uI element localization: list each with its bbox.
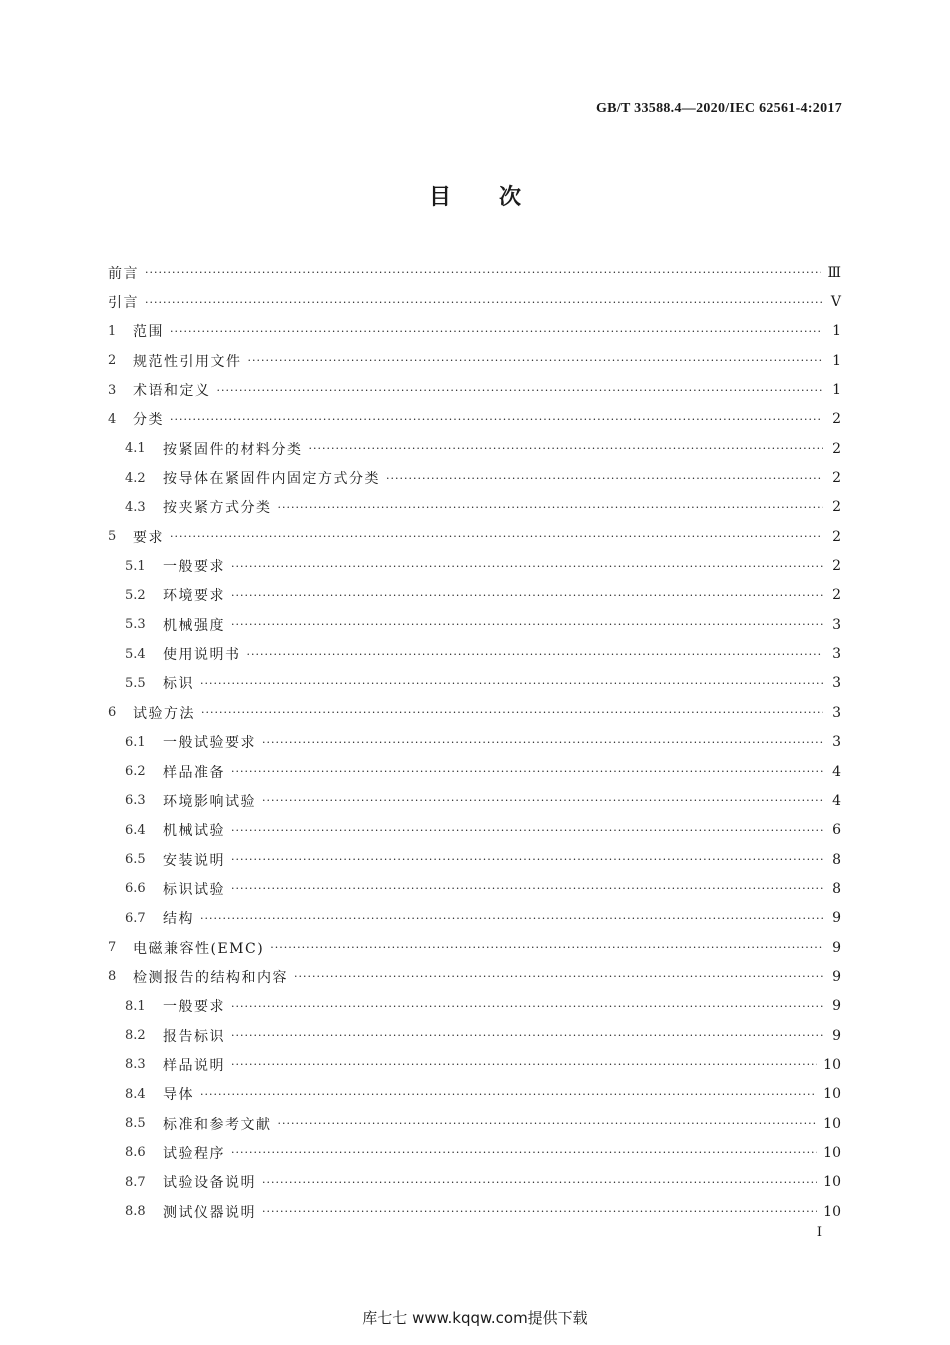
standard-code: GB/T 33588.4—2020/IEC 62561-4:2017 xyxy=(595,101,842,116)
toc-entry-label: 标识 xyxy=(163,676,194,693)
toc-entry-label: 机械试验 xyxy=(163,823,225,840)
toc-entry-label: 检测报告的结构和内容 xyxy=(133,969,288,986)
toc-leader-dots xyxy=(270,941,823,954)
toc-entry-page: 2 xyxy=(832,470,841,487)
toc-entry-page: 2 xyxy=(832,587,841,604)
toc-leader-dots xyxy=(262,794,823,807)
toc-entry[interactable] xyxy=(108,786,841,815)
toc-entry-label: 使用说明书 xyxy=(163,647,241,664)
toc-leader-dots xyxy=(145,266,821,279)
toc-entry[interactable] xyxy=(108,434,841,463)
toc-entry[interactable] xyxy=(108,493,841,522)
toc-leader-dots xyxy=(170,530,823,543)
toc-entry-number: 6 xyxy=(108,705,117,721)
toc-entry-number: 6.2 xyxy=(125,764,146,780)
toc-entry-page: 2 xyxy=(832,499,841,516)
toc-entry-label: 标识试验 xyxy=(163,881,225,898)
toc-leader-dots xyxy=(386,472,823,485)
toc-entry-label: 试验方法 xyxy=(133,705,195,722)
toc-entry-number: 5.5 xyxy=(125,675,146,691)
toc-entry-label: 环境要求 xyxy=(163,588,225,605)
toc-entry-number: 5 xyxy=(108,529,117,545)
toc-entry-label: 标准和参考文献 xyxy=(163,1116,272,1133)
toc-entry-page: 3 xyxy=(832,675,841,692)
toc-entry-label: 机械强度 xyxy=(163,617,225,634)
toc-entry-number: 3 xyxy=(108,382,117,398)
toc-entry[interactable] xyxy=(108,463,841,492)
toc-leader-dots xyxy=(231,1146,817,1159)
toc-entry-number: 8.4 xyxy=(125,1086,146,1102)
toc-entry-number: 8.2 xyxy=(125,1028,146,1044)
toc-entry-label: 范围 xyxy=(133,324,164,341)
toc-entry-label: 按导体在紧固件内固定方式分类 xyxy=(163,471,380,488)
toc-entry-label: 按夹紧方式分类 xyxy=(163,500,272,517)
toc-leader-dots xyxy=(278,501,824,514)
toc-entry-number: 8.7 xyxy=(125,1174,146,1190)
toc-entry-label: 一般试验要求 xyxy=(163,735,256,752)
toc-entry-page: 10 xyxy=(823,1056,841,1073)
toc-entry-label: 一般要求 xyxy=(163,999,225,1016)
toc-entry-page: 10 xyxy=(823,1086,841,1103)
toc-leader-dots xyxy=(231,560,823,573)
toc-entry-label: 试验程序 xyxy=(163,1145,225,1162)
toc-entry[interactable] xyxy=(108,845,841,874)
toc-entry-page: 6 xyxy=(832,822,841,839)
toc-entry-page: 2 xyxy=(832,440,841,457)
toc-entry-label: 样品说明 xyxy=(163,1057,225,1074)
toc-entry-number: 6.4 xyxy=(125,822,146,838)
toc-entry-page: 3 xyxy=(832,646,841,663)
toc-entry-page: Ⅲ xyxy=(827,264,841,281)
toc-entry-number: 6.1 xyxy=(125,734,146,750)
toc-entry[interactable] xyxy=(108,669,841,698)
toc-entry[interactable] xyxy=(108,816,841,845)
toc-leader-dots xyxy=(294,970,823,983)
toc-leader-dots xyxy=(231,765,823,778)
toc-entry-page: 10 xyxy=(823,1203,841,1220)
toc-entry-label: 导体 xyxy=(163,1087,194,1104)
toc-entry[interactable] xyxy=(108,551,841,580)
toc-entry-number: 4.3 xyxy=(125,499,146,515)
toc-leader-dots xyxy=(262,1205,817,1218)
toc-entry[interactable] xyxy=(108,287,841,316)
toc-leader-dots xyxy=(278,1117,818,1130)
toc-leader-dots xyxy=(247,648,824,661)
toc-entry-page: Ⅴ xyxy=(830,294,841,311)
toc-entry[interactable] xyxy=(108,1197,841,1226)
toc-leader-dots xyxy=(262,1176,817,1189)
toc-leader-dots xyxy=(145,296,823,309)
toc-entry[interactable] xyxy=(108,874,841,903)
toc-entry-number: 5.3 xyxy=(125,617,146,633)
toc-entry-number: 8.8 xyxy=(125,1204,146,1220)
toc-entry-number: 8 xyxy=(108,969,117,985)
toc-entry[interactable] xyxy=(108,375,841,404)
toc-leader-dots xyxy=(170,413,823,426)
toc-entry[interactable] xyxy=(108,405,841,434)
toc-entry-page: 9 xyxy=(832,939,841,956)
toc-entry-number: 4.2 xyxy=(125,470,146,486)
toc-entry-number: 5.4 xyxy=(125,646,146,662)
toc-entry[interactable] xyxy=(108,728,841,757)
toc-entry-number: 1 xyxy=(108,323,117,339)
toc-entry-number: 2 xyxy=(108,353,117,369)
toc-entry-number: 6.7 xyxy=(125,910,146,926)
toc-entry[interactable] xyxy=(108,639,841,668)
toc-entry-label: 引言 xyxy=(108,295,139,312)
toc-entry[interactable] xyxy=(108,1109,841,1138)
toc-entry-label: 试验设备说明 xyxy=(163,1175,256,1192)
page-title: 目次 xyxy=(428,185,569,210)
toc-entry-label: 分类 xyxy=(133,412,164,429)
download-source-text: 库七七 www.kqqw.com提供下载 xyxy=(362,1309,588,1327)
toc-entry-number: 4 xyxy=(108,411,117,427)
toc-entry-number: 6.3 xyxy=(125,793,146,809)
toc-entry-page: 10 xyxy=(823,1115,841,1132)
toc-entry-label: 环境影响试验 xyxy=(163,793,256,810)
toc-entry[interactable] xyxy=(108,346,841,375)
toc-entry-page: 9 xyxy=(832,968,841,985)
toc-entry-page: 9 xyxy=(832,1027,841,1044)
toc-entry-label: 安装说明 xyxy=(163,852,225,869)
toc-entry-page: 9 xyxy=(832,998,841,1015)
toc-entry-page: 8 xyxy=(832,851,841,868)
toc-leader-dots xyxy=(231,1000,823,1013)
toc-entry-label: 样品准备 xyxy=(163,764,225,781)
toc-entry-label: 要求 xyxy=(133,529,164,546)
toc-entry-page: 2 xyxy=(832,558,841,575)
toc-entry[interactable] xyxy=(108,317,841,346)
toc-entry-label: 前言 xyxy=(108,265,139,282)
toc-entry-page: 3 xyxy=(832,616,841,633)
toc-entry[interactable] xyxy=(108,933,841,962)
toc-entry-number: 8.6 xyxy=(125,1145,146,1161)
toc-entry-page: 10 xyxy=(823,1144,841,1161)
toc-leader-dots xyxy=(231,1058,817,1071)
toc-entry[interactable] xyxy=(108,904,841,933)
toc-leader-dots xyxy=(231,853,823,866)
toc-entry-number: 8.1 xyxy=(125,998,146,1014)
toc-entry[interactable] xyxy=(108,1050,841,1079)
toc-entry-page: 3 xyxy=(832,734,841,751)
toc-entry[interactable] xyxy=(108,757,841,786)
toc-entry-page: 4 xyxy=(832,792,841,809)
toc-leader-dots xyxy=(231,882,823,895)
toc-leader-dots xyxy=(262,736,823,749)
toc-entry[interactable] xyxy=(108,962,841,991)
toc-leader-dots xyxy=(248,354,824,367)
toc-leader-dots xyxy=(231,824,823,837)
page-number: I xyxy=(816,1225,822,1240)
toc-entry[interactable] xyxy=(108,610,841,639)
toc-entry-number: 8.3 xyxy=(125,1057,146,1073)
toc-entry-label: 一般要求 xyxy=(163,559,225,576)
toc-entry[interactable] xyxy=(108,1168,841,1197)
toc-entry-label: 规范性引用文件 xyxy=(133,353,242,370)
toc-entry-number: 7 xyxy=(108,940,117,956)
toc-leader-dots xyxy=(200,677,823,690)
toc-leader-dots xyxy=(200,1088,817,1101)
toc-entry-page: 10 xyxy=(823,1174,841,1191)
toc-entry-label: 测试仪器说明 xyxy=(163,1204,256,1221)
toc-entry-label: 结构 xyxy=(163,911,194,928)
toc-entry-label: 电磁兼容性(EMC) xyxy=(133,940,265,957)
toc-leader-dots xyxy=(309,442,824,455)
toc-leader-dots xyxy=(200,912,823,925)
toc-leader-dots xyxy=(231,1029,823,1042)
toc-entry[interactable] xyxy=(108,581,841,610)
toc-entry-page: 3 xyxy=(832,704,841,721)
toc-entry-page: 2 xyxy=(832,528,841,545)
toc-entry-page: 1 xyxy=(832,382,841,399)
toc-entry-page: 1 xyxy=(832,352,841,369)
toc-leader-dots xyxy=(231,589,823,602)
toc-entry-label: 按紧固件的材料分类 xyxy=(163,441,303,458)
toc-entry-label: 术语和定义 xyxy=(133,383,211,400)
toc-entry-page: 4 xyxy=(832,763,841,780)
toc-entry-number: 6.5 xyxy=(125,852,146,868)
toc-entry-page: 2 xyxy=(832,411,841,428)
toc-entry[interactable] xyxy=(108,258,841,287)
toc-entry-label: 报告标识 xyxy=(163,1028,225,1045)
toc-entry-number: 4.1 xyxy=(125,441,146,457)
toc-entry-page: 8 xyxy=(832,880,841,897)
toc-entry[interactable] xyxy=(108,992,841,1021)
toc-leader-dots xyxy=(217,384,824,397)
toc-leader-dots xyxy=(170,325,823,338)
toc-leader-dots xyxy=(231,618,823,631)
toc-entry[interactable] xyxy=(108,1080,841,1109)
toc-entry-page: 9 xyxy=(832,910,841,927)
toc-entry[interactable] xyxy=(108,1138,841,1167)
table-of-contents xyxy=(108,258,841,1226)
toc-entry[interactable] xyxy=(108,522,841,551)
toc-entry-page: 1 xyxy=(832,323,841,340)
toc-entry[interactable] xyxy=(108,1021,841,1050)
toc-entry-number: 8.5 xyxy=(125,1116,146,1132)
toc-entry-number: 5.1 xyxy=(125,558,146,574)
toc-entry-number: 6.6 xyxy=(125,881,146,897)
toc-entry[interactable] xyxy=(108,698,841,727)
toc-leader-dots xyxy=(201,706,823,719)
toc-entry-number: 5.2 xyxy=(125,587,146,603)
